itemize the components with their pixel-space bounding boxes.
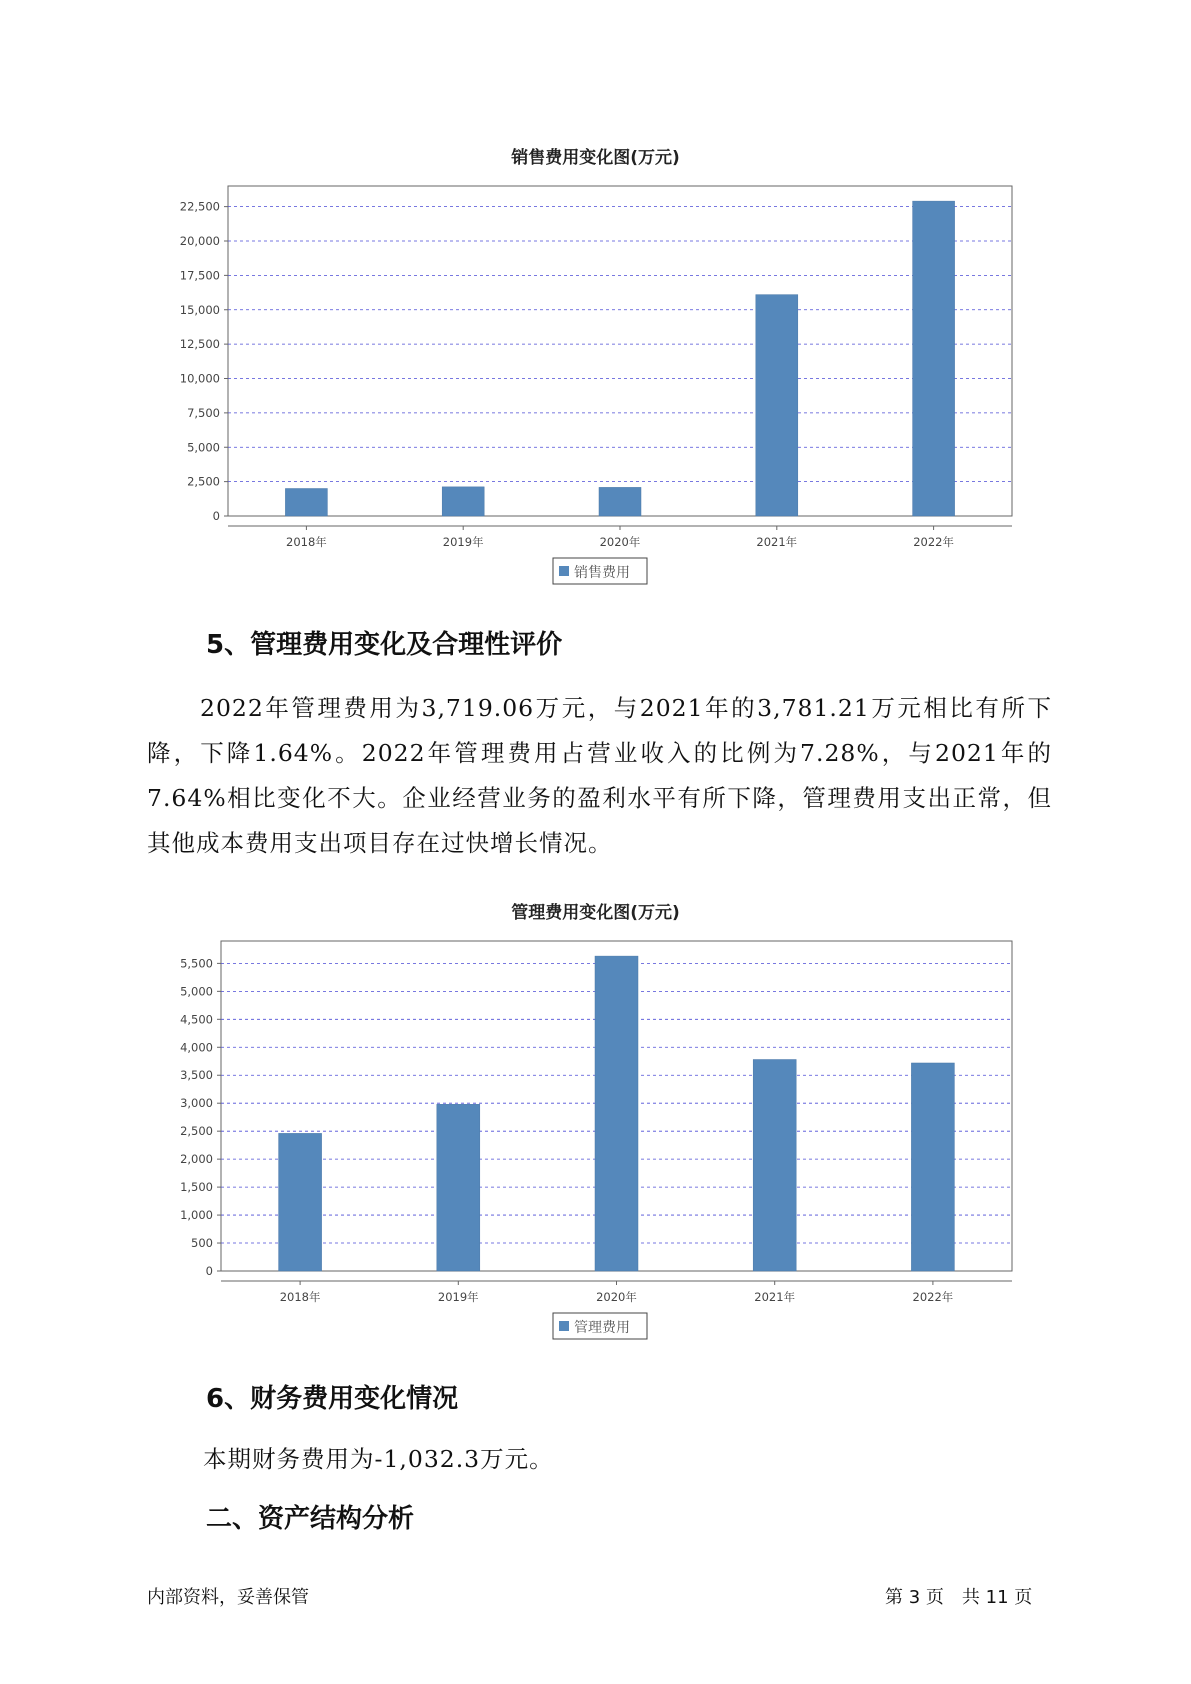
management-expense-chart	[0, 925, 1191, 1345]
section-6-heading: 6、财务费用变化情况	[206, 1384, 459, 1414]
y-tick-label: 2,500	[187, 474, 220, 489]
y-tick-label: 22,500	[179, 199, 220, 214]
footer-confidential-note: 内部资料，妥善保管	[147, 1587, 309, 1608]
bar-2020年	[595, 956, 638, 1271]
y-tick-label: 4,500	[180, 1012, 213, 1027]
legend-swatch	[559, 1321, 569, 1331]
section-5-heading: 5、管理费用变化及合理性评价	[206, 630, 563, 660]
bar-2018年	[285, 489, 327, 517]
legend-swatch	[559, 566, 569, 576]
y-tick-label: 17,500	[179, 268, 220, 283]
x-tick-label: 2022年	[913, 535, 954, 549]
x-tick-label: 2019年	[437, 1290, 479, 1304]
x-tick-label: 2021年	[754, 1290, 796, 1304]
x-tick-label: 2022年	[912, 1290, 954, 1304]
section-two-heading: 二、资产结构分析	[206, 1504, 415, 1534]
bar-2020年	[599, 487, 641, 516]
x-tick-label: 2018年	[286, 535, 327, 549]
y-tick-label: 5,000	[187, 440, 220, 455]
footer-page-number: 第 3 页 共 11 页	[885, 1587, 1033, 1608]
y-tick-label: 1,000	[180, 1208, 213, 1223]
y-tick-label: 15,000	[179, 302, 220, 317]
bar-2021年	[756, 295, 798, 516]
y-tick-label: 12,500	[179, 337, 220, 352]
y-tick-label: 3,500	[180, 1068, 213, 1083]
x-tick-label: 2021年	[756, 535, 798, 549]
x-tick-label: 2018年	[279, 1290, 321, 1304]
management-chart-title: 管理费用变化图(万元)	[511, 903, 680, 923]
legend-label: 管理费用	[574, 1320, 630, 1336]
bar-2019年	[437, 1104, 480, 1271]
sales-expense-chart	[0, 170, 1191, 590]
x-tick-label: 2020年	[596, 1290, 637, 1304]
legend-label: 销售费用	[574, 565, 630, 581]
bar-2018年	[279, 1133, 322, 1271]
x-tick-label: 2019年	[442, 535, 484, 549]
y-tick-label: 500	[191, 1236, 213, 1251]
section-5-paragraph: 2022年管理费用为3,719.06万元，与2021年的3,781.21万元相比有所下降，下降1.64%。2022年管理费用占营业收入的比例为7.28%，与2021年的7.64%相比变化不大。企业经营业务的盈利水平有所下降，管理费用支出正常，但其他成本费用支出项目存在过快增长情况。	[147, 694, 1052, 857]
y-tick-label: 10,000	[179, 371, 220, 386]
y-tick-label: 5,000	[180, 984, 213, 999]
bar-2022年	[913, 201, 955, 516]
y-tick-label: 1,500	[180, 1180, 213, 1195]
y-tick-label: 2,500	[180, 1124, 213, 1139]
sales-chart-title: 销售费用变化图(万元)	[511, 148, 680, 168]
plot-area	[228, 186, 1012, 516]
y-tick-label: 5,500	[180, 956, 213, 971]
bar-2022年	[911, 1063, 954, 1271]
y-tick-label: 0	[212, 509, 220, 523]
y-tick-label: 0	[205, 1264, 213, 1278]
section-6-paragraph: 本期财务费用为-1,032.3万元。	[203, 1445, 554, 1473]
y-tick-label: 2,000	[180, 1152, 213, 1167]
y-tick-label: 7,500	[187, 405, 220, 420]
bar-2019年	[442, 487, 484, 516]
y-tick-label: 20,000	[179, 234, 220, 248]
y-tick-label: 3,000	[180, 1096, 213, 1111]
bar-2021年	[753, 1060, 796, 1271]
x-tick-label: 2020年	[599, 535, 641, 549]
y-tick-label: 4,000	[180, 1040, 213, 1055]
